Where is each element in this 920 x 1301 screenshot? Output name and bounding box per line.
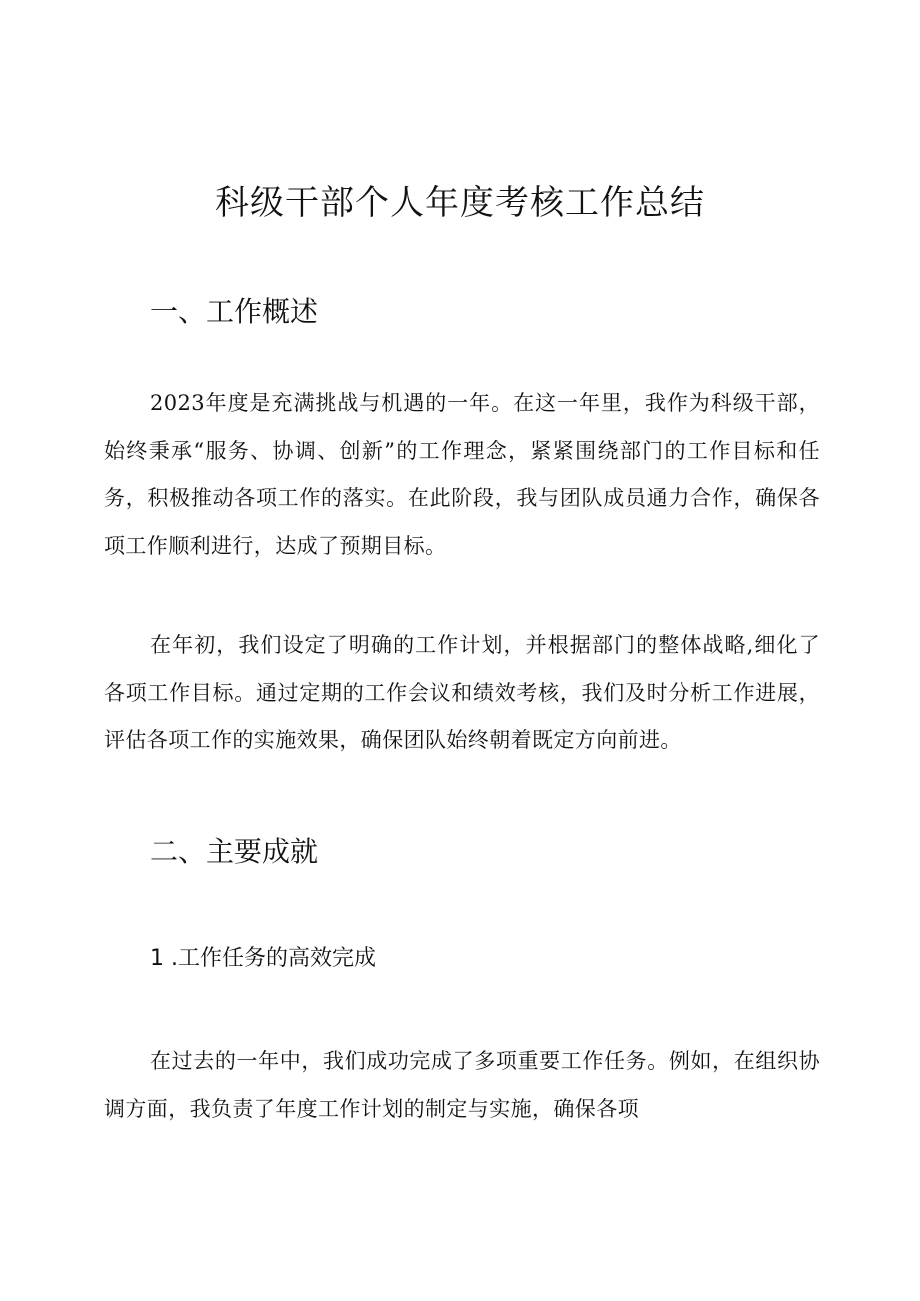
task-completion-paragraph: 在过去的一年中，我们成功完成了多项重要工作任务。例如，在组织协调方面，我负责了年度工作计划的制定与实施，确保各项	[104, 1049, 820, 1121]
subsection-heading-task-completion: 1 .工作任务的高效完成	[150, 946, 376, 971]
document-title: 科级干部个人年度考核工作总结	[215, 183, 705, 223]
section-heading-achievements: 二、主要成就	[150, 835, 319, 868]
overview-paragraph-2: 在年初，我们设定了明确的工作计划，并根据部门的整体战略,细化了各项工作目标。通过定期的工作会议和绩效考核，我们及时分析工作进展，评估各项工作的实施效果，确保团队始终朝着既定方向前进。	[104, 633, 820, 752]
overview-paragraph-1: 2023年度是充满挑战与机遇的一年。在这一年里，我作为科级干部，始终秉承“服务、协调、创新”的工作理念，紧紧围绕部门的工作目标和任务，积极推动各项工作的落实。在此阶段，我与团队成员通力合作，确保各项工作顺利进行，达成了预期目标。	[104, 391, 820, 558]
section-heading-overview: 一、工作概述	[150, 295, 319, 328]
